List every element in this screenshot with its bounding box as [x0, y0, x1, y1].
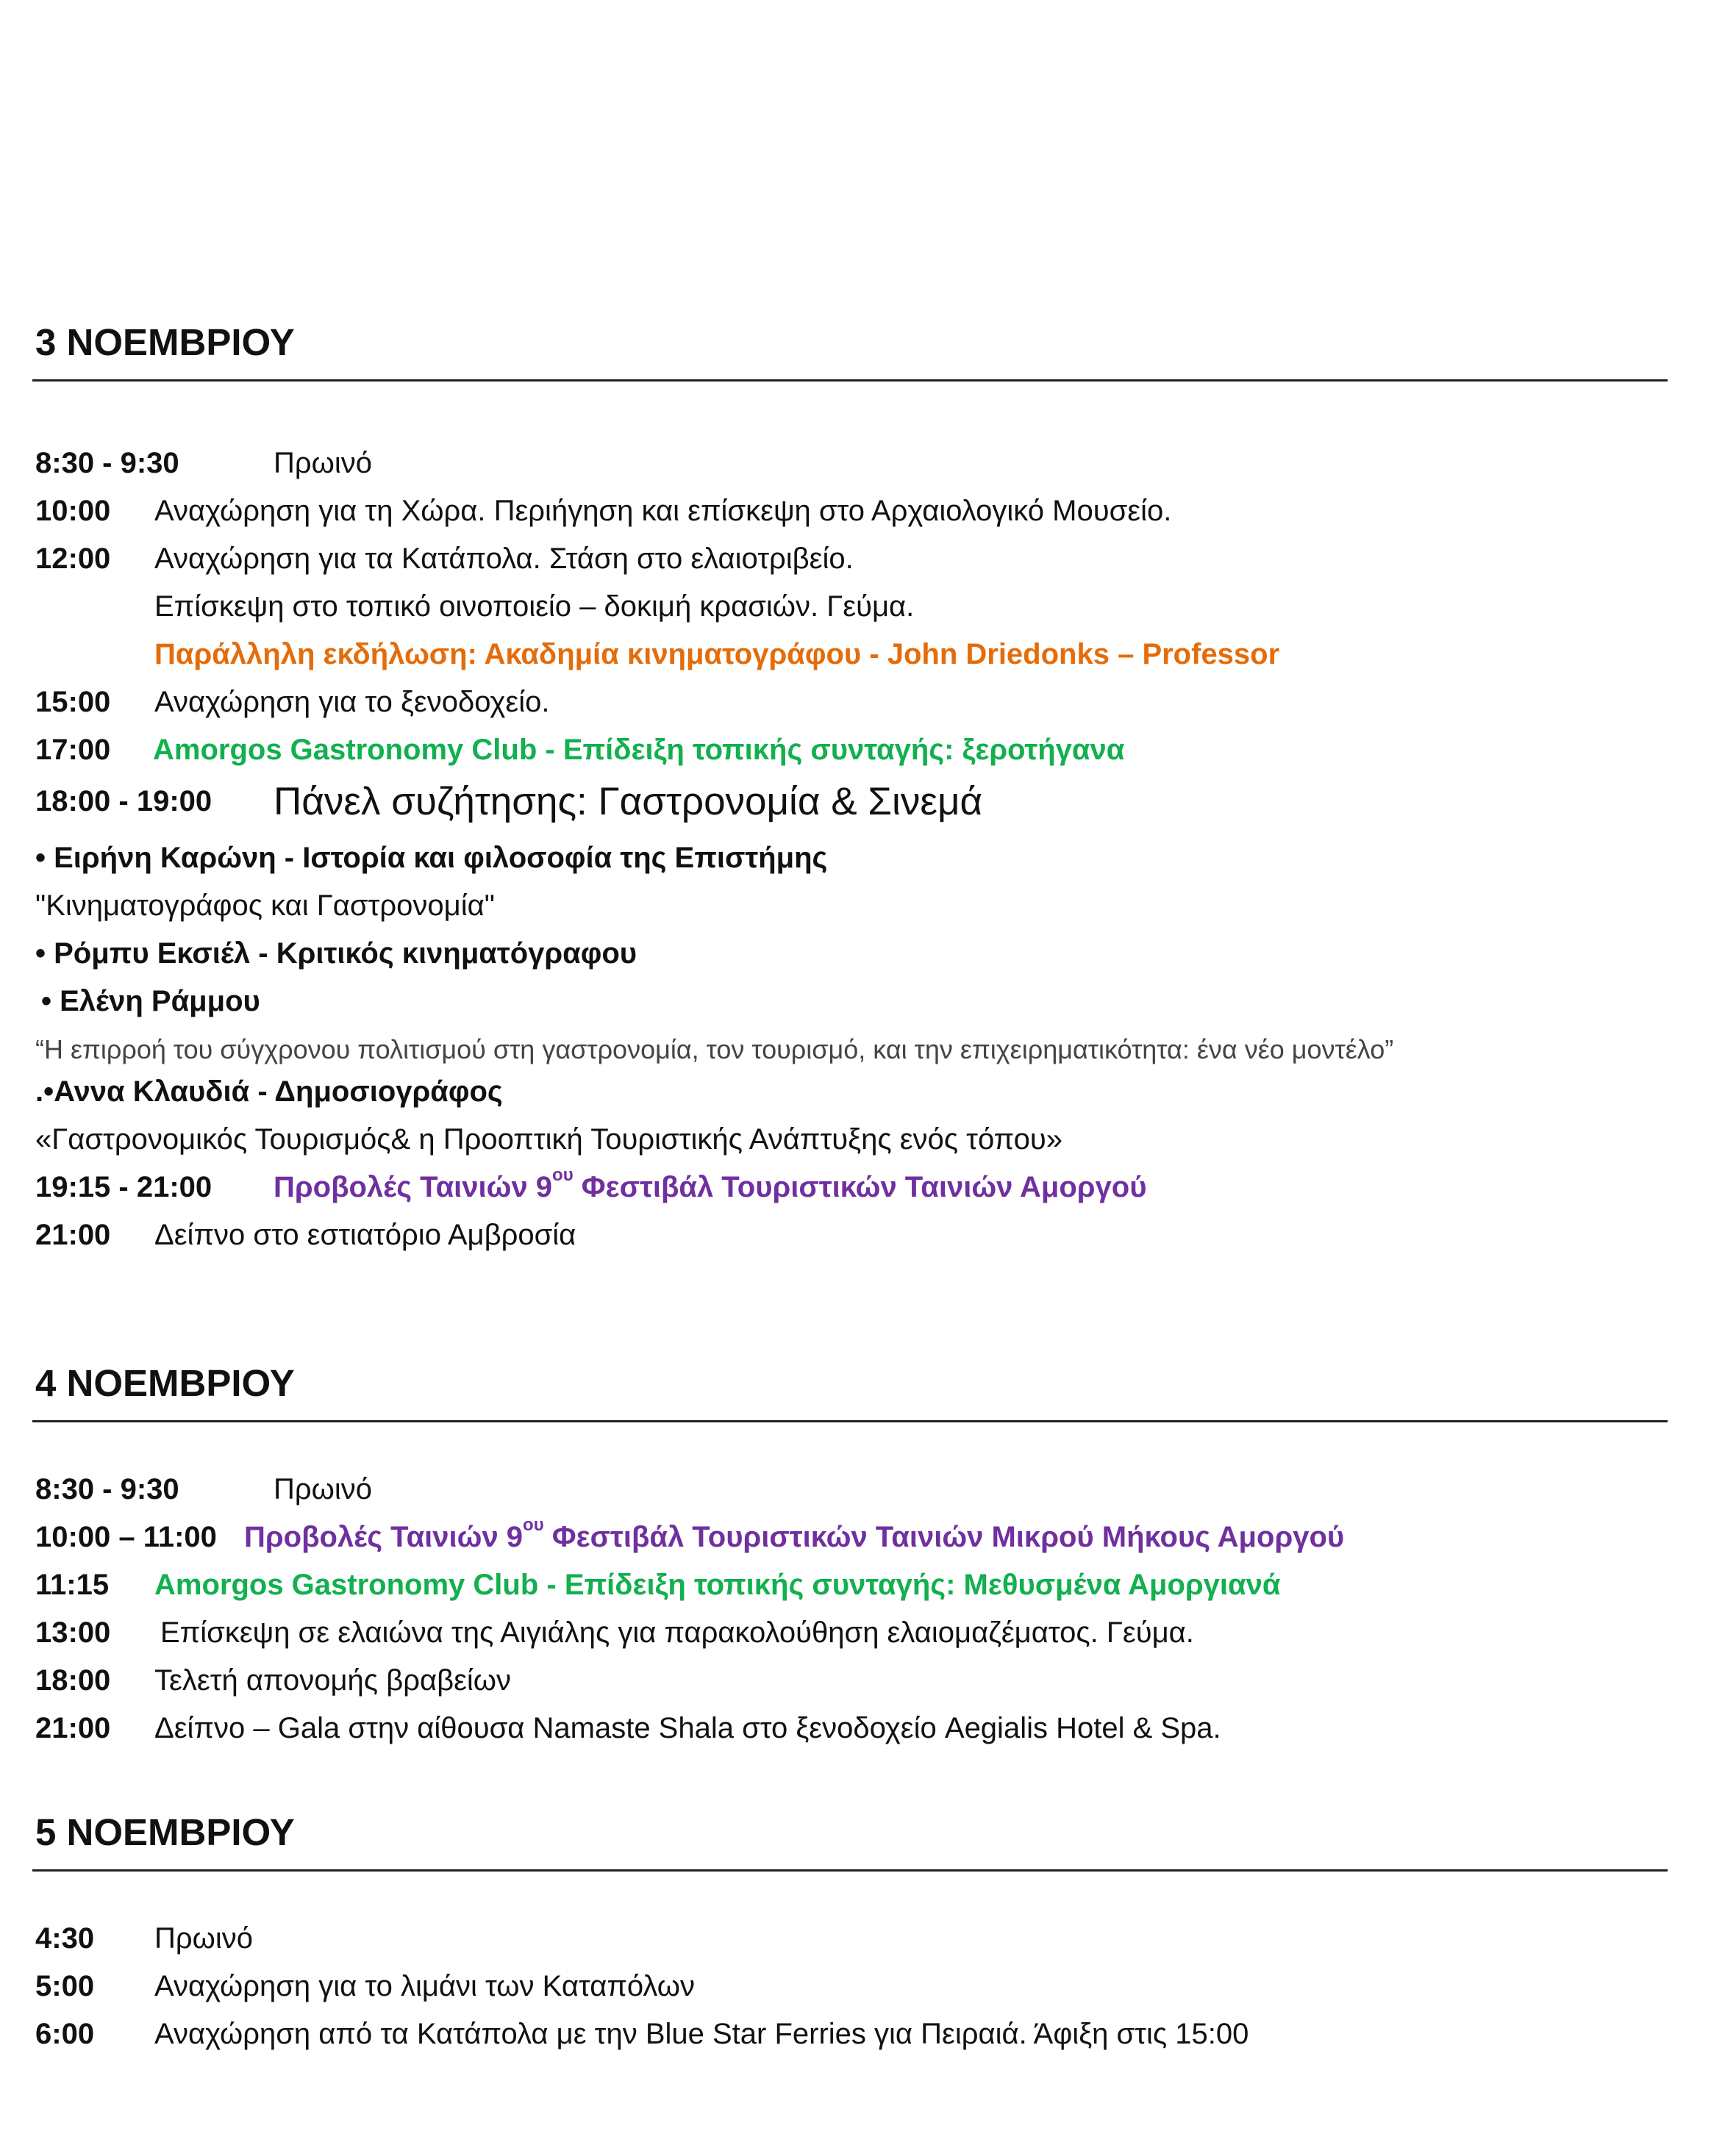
- film-text: Προβολές Ταινιών 9: [274, 1171, 553, 1203]
- speaker: • Ρόμπυ Εκσιέλ - Κριτικός κινηματόγραφου: [35, 937, 637, 970]
- schedule-item: Δείπνο στο εστιατόριο Αμβροσία: [154, 1219, 576, 1251]
- speaker-topic: "Κινηματογράφος και Γαστρονομία": [35, 889, 495, 922]
- schedule-time: 6:00: [35, 2018, 95, 2050]
- panel-title: Πάνελ συζήτησης: Γαστρονομία & Σινεμά: [274, 780, 983, 823]
- divider: [32, 1420, 1668, 1422]
- schedule-time: 11:15: [35, 1569, 110, 1601]
- schedule-item: Αναχώρηση για το ξενοδοχείο.: [154, 686, 550, 718]
- speaker-name: Αννα Κλαυδιά - Δημοσιογράφος: [54, 1075, 503, 1108]
- schedule-item-continued: Επίσκεψη στο τοπικό οινοποιείο – δοκιμή κρασιών. Γεύμα.: [154, 590, 915, 623]
- schedule-time: 10:00: [35, 495, 111, 527]
- schedule-time: 18:00: [35, 1664, 111, 1697]
- schedule-time: 21:00: [35, 1219, 111, 1251]
- speaker-topic: “Η επιρροή του σύγχρονου πολιτισμού στη γαστρονομία, τον τουρισμό, και την επιχειρηματικότητα: ένα νέο μοντέλο”: [35, 1034, 1394, 1064]
- speaker: • Ελένη Ράμμου: [41, 985, 260, 1017]
- schedule-time: 15:00: [35, 686, 111, 718]
- schedule-item: Πρωινό: [274, 1473, 373, 1505]
- schedule-time: 8:30 - 9:30: [35, 447, 179, 479]
- schedule-time: 10:00 – 11:00: [35, 1521, 217, 1553]
- schedule-item: Πρωινό: [154, 1922, 254, 1955]
- film-screenings: [244, 1515, 1345, 1554]
- schedule-time: 21:00: [35, 1712, 111, 1744]
- schedule-time: 4:30: [35, 1922, 95, 1955]
- schedule-item: Αναχώρηση για τα Κατάπολα. Στάση στο ελαιοτριβείο.: [154, 542, 854, 575]
- schedule-time: 17:00: [35, 734, 111, 766]
- ordinal-suffix: ου: [523, 1515, 544, 1535]
- schedule-time: 19:15 - 21:00: [35, 1171, 212, 1203]
- speaker: • Ειρήνη Καρώνη - Ιστορία και φιλοσοφία της Επιστήμης: [35, 842, 828, 874]
- schedule-item: Πρωινό: [274, 447, 373, 479]
- film-text: Φεστιβάλ Τουριστικών Ταινιών Μικρού Μήκους Αμοργού: [543, 1521, 1345, 1553]
- schedule-item: Αναχώρηση από τα Κατάπολα με την Blue Star Ferries για Πειραιά. Άφιξη στις 15:00: [154, 2018, 1249, 2050]
- schedule-item: Αναχώρηση για το λιμάνι των Καταπόλων: [154, 1970, 696, 2002]
- schedule-time: 12:00: [35, 542, 111, 575]
- schedule-item: Επίσκεψη σε ελαιώνα της Αιγιάλης για παρακολούθηση ελαιομαζέματος. Γεύμα.: [160, 1616, 1194, 1649]
- film-screenings: [274, 1165, 1147, 1204]
- schedule-item: Τελετή απονομής βραβείων: [154, 1664, 512, 1697]
- parallel-event: Παράλληλη εκδήλωση: Ακαδημία κινηματογράφου - John Driedonks – Professor: [154, 638, 1280, 670]
- speaker-topic: «Γαστρονομικός Τουρισμός& η Προοπτική Τουριστικής Ανάπτυξης ενός τόπου»: [35, 1123, 1063, 1156]
- ordinal-suffix: ου: [552, 1165, 574, 1185]
- gastronomy-club-event: Amorgos Gastronomy Club - Επίδειξη τοπικής συνταγής: Μεθυσμένα Αμοργιανά: [154, 1569, 1281, 1601]
- schedule-time: 18:00 - 19:00: [35, 785, 212, 817]
- day-title: 5 ΝΟΕΜΒΡΙΟΥ: [35, 1811, 295, 1853]
- divider: [32, 379, 1668, 382]
- schedule-time: 8:30 - 9:30: [35, 1473, 179, 1505]
- gastronomy-club-event: Amorgos Gastronomy Club - Επίδειξη τοπικής συνταγής: ξεροτήγανα: [153, 734, 1125, 766]
- schedule-time: 5:00: [35, 1970, 95, 2002]
- day-title: 3 ΝΟΕΜΒΡΙΟΥ: [35, 321, 295, 363]
- day-title: 4 ΝΟΕΜΒΡΙΟΥ: [35, 1362, 295, 1404]
- schedule-time: 13:00: [35, 1616, 111, 1649]
- divider: [32, 1869, 1668, 1872]
- schedule-item: Δείπνο – Gala στην αίθουσα Namaste Shala στο ξενοδοχείο Aegialis Hotel & Spa.: [154, 1712, 1221, 1744]
- film-text: Προβολές Ταινιών 9: [244, 1521, 524, 1553]
- bullet-marker: .•: [35, 1075, 54, 1108]
- speaker: [35, 1075, 503, 1109]
- schedule-item: Αναχώρηση για τη Χώρα. Περιήγηση και επίσκεψη στο Αρχαιολογικό Μουσείο.: [154, 495, 1172, 527]
- film-text: Φεστιβάλ Τουριστικών Ταινιών Αμοργού: [573, 1171, 1147, 1203]
